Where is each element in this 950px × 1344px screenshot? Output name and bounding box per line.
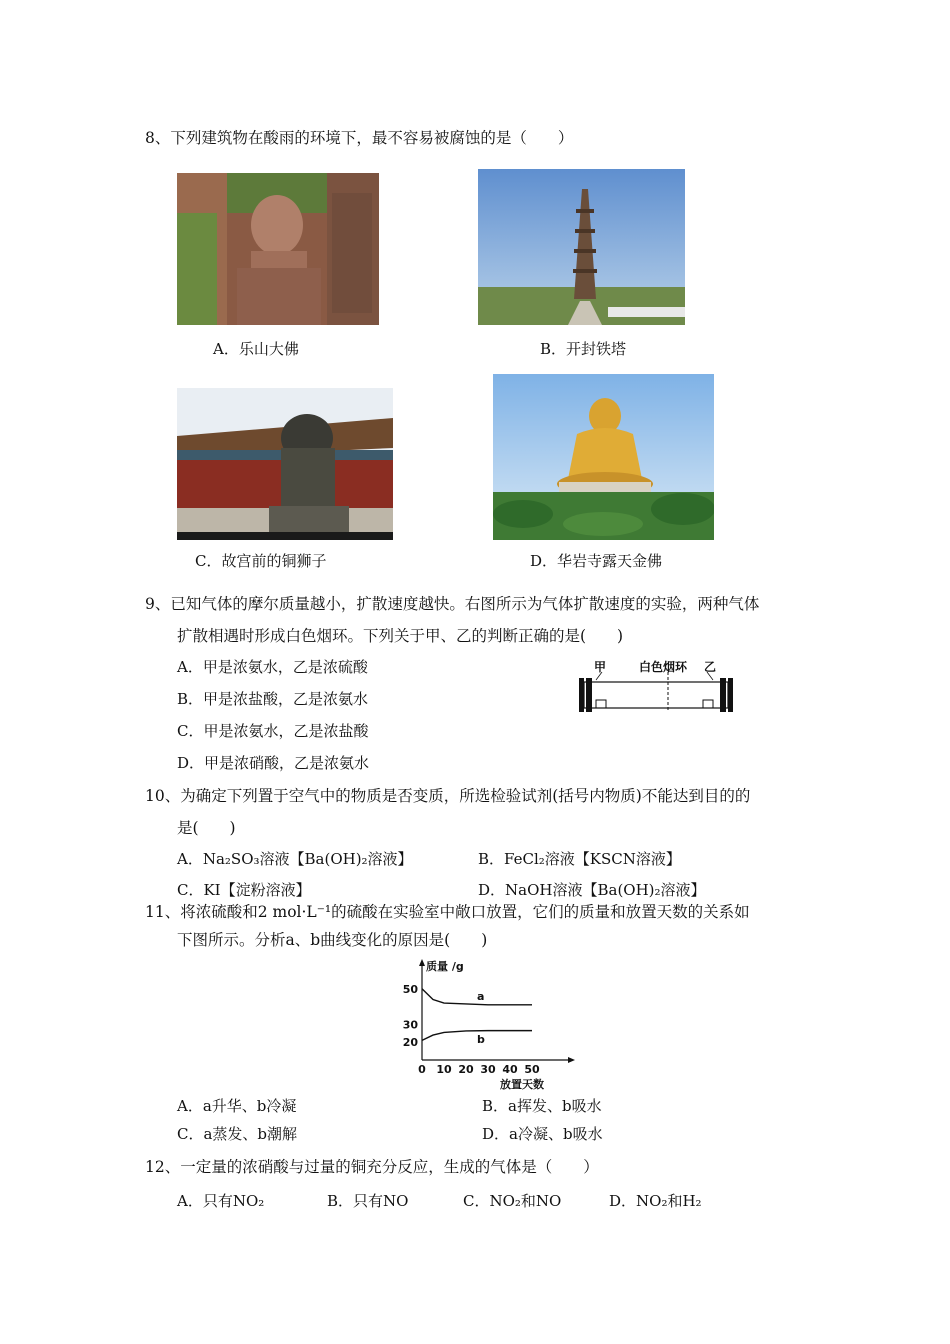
y-tick-label: 20 bbox=[402, 1036, 418, 1050]
x-axis-label: 放置天数 bbox=[500, 1078, 544, 1091]
x-tick-label: 0 bbox=[418, 1063, 426, 1076]
y-axis-arrow bbox=[419, 959, 425, 966]
question-12-option-d: D．NO₂和H₂ bbox=[609, 1192, 702, 1210]
diffusion-tube-diagram bbox=[576, 658, 736, 720]
question-11-option-d: D．a冷凝、b吸水 bbox=[482, 1125, 603, 1143]
x-axis-arrow bbox=[568, 1057, 575, 1063]
y-tick-label: 30 bbox=[402, 1018, 418, 1032]
question-9-option-a: A．甲是浓氨水，乙是浓硫酸 bbox=[177, 658, 368, 676]
x-tick-label: 40 bbox=[502, 1063, 518, 1076]
question-10-option-a: A．Na₂SO₃溶液【Ba(OH)₂溶液】 bbox=[177, 850, 413, 868]
option-b-caption: B．开封铁塔 bbox=[540, 340, 627, 358]
option-a-caption: A．乐山大佛 bbox=[213, 340, 299, 358]
option-c-caption: C．故宫前的铜狮子 bbox=[195, 552, 327, 570]
question-11-stem-line2: 下图所示。分析a、b曲线变化的原因是( ) bbox=[177, 931, 488, 949]
diagram-label-yi: 乙 bbox=[704, 660, 717, 674]
x-tick-label: 30 bbox=[480, 1063, 496, 1076]
forbidden-city-bronze-lion-photo bbox=[177, 388, 393, 540]
x-tick-label: 10 bbox=[436, 1063, 452, 1076]
question-12-option-a: A．只有NO₂ bbox=[177, 1192, 265, 1210]
x-tick-label: 20 bbox=[458, 1063, 474, 1076]
question-10-option-d: D．NaOH溶液【Ba(OH)₂溶液】 bbox=[478, 881, 706, 899]
series-label-b: b bbox=[477, 1032, 485, 1046]
huayan-temple-golden-buddha-photo bbox=[493, 374, 714, 540]
question-10-option-c: C．KI【淀粉溶液】 bbox=[177, 881, 311, 899]
question-9-stem-line1: 9、已知气体的摩尔质量越小，扩散速度越快。右图所示为气体扩散速度的实验，两种气体 bbox=[145, 595, 760, 613]
diagram-label-jia: 甲 bbox=[594, 660, 607, 674]
question-10-stem-line2: 是( ) bbox=[177, 819, 236, 837]
mass-vs-days-chart bbox=[398, 956, 576, 1092]
option-d-caption: D．华岩寺露天金佛 bbox=[530, 552, 663, 570]
question-9-stem-line2: 扩散相遇时形成白色烟环。下列关于甲、乙的判断正确的是( ) bbox=[177, 627, 624, 645]
kaifeng-iron-pagoda-photo bbox=[478, 169, 685, 325]
question-11-option-c: C．a蒸发、b潮解 bbox=[177, 1125, 298, 1143]
question-9-option-c: C．甲是浓氨水，乙是浓盐酸 bbox=[177, 722, 369, 740]
chart-svg bbox=[398, 956, 576, 1092]
y-axis-label: 质量 /g bbox=[426, 960, 464, 973]
question-10-option-b: B．FeCl₂溶液【KSCN溶液】 bbox=[478, 850, 681, 868]
series-label-a: a bbox=[477, 989, 485, 1003]
question-9-option-b: B．甲是浓盐酸，乙是浓氨水 bbox=[177, 690, 369, 708]
question-12-option-b: B．只有NO bbox=[327, 1192, 409, 1210]
question-10-stem-line1: 10、为确定下列置于空气中的物质是否变质，所选检验试剂(括号内物质)不能达到目的的 bbox=[145, 787, 751, 805]
question-12-stem: 12、一定量的浓硝酸与过量的铜充分反应，生成的气体是（ ） bbox=[145, 1158, 599, 1176]
x-tick-label: 50 bbox=[524, 1063, 540, 1076]
question-11-option-b: B．a挥发、b吸水 bbox=[482, 1097, 602, 1115]
question-11-option-a: A．a升华、b冷凝 bbox=[177, 1097, 297, 1115]
question-8-stem: 8、下列建筑物在酸雨的环境下，最不容易被腐蚀的是（ ） bbox=[145, 129, 574, 147]
diagram-label-smoke-ring: 白色烟环 bbox=[639, 660, 688, 674]
question-12-option-c: C．NO₂和NO bbox=[463, 1192, 562, 1210]
leshan-buddha-photo bbox=[177, 173, 379, 325]
y-tick-label: 50 bbox=[402, 982, 418, 996]
question-11-stem-line1: 11、将浓硫酸和2 mol·L⁻¹的硫酸在实验室中敞口放置，它们的质量和放置天数的关系如 bbox=[145, 903, 750, 921]
question-9-option-d: D．甲是浓硝酸，乙是浓氨水 bbox=[177, 754, 370, 772]
